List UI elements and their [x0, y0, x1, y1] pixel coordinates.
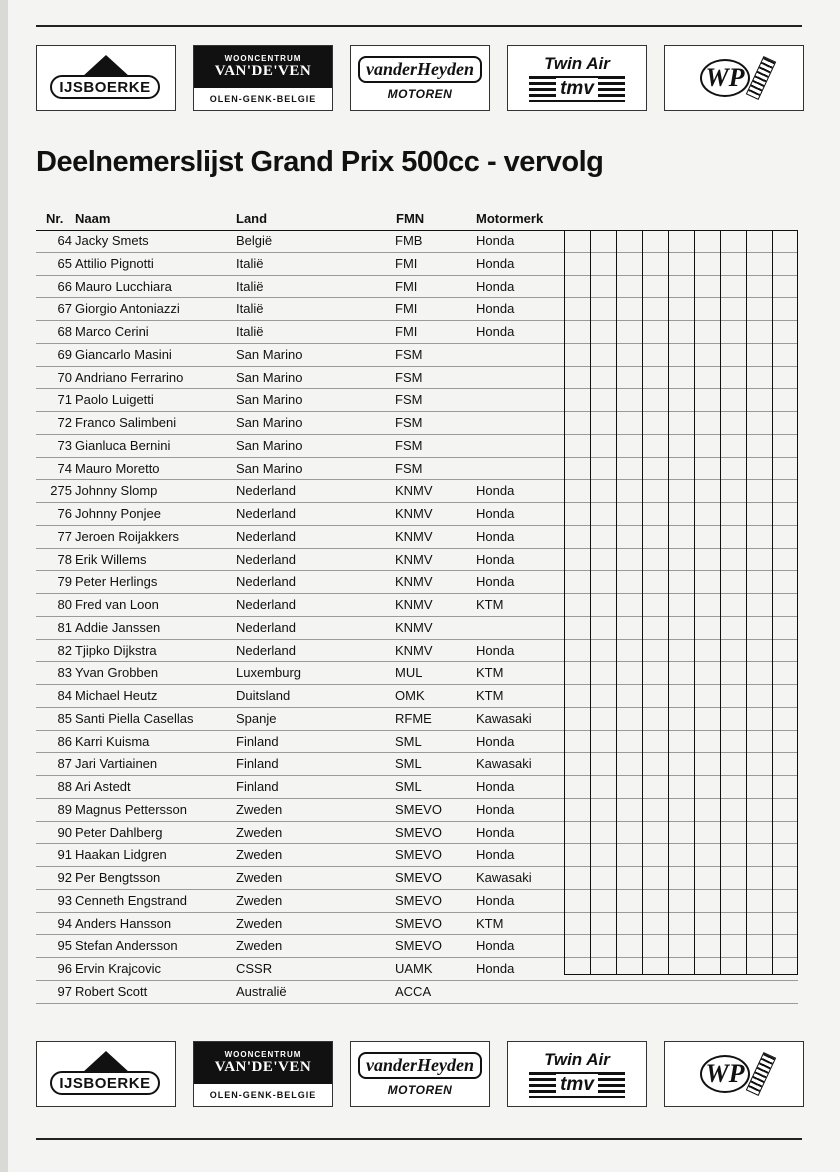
- rider-make: Kawasaki: [476, 756, 532, 772]
- rider-nr: 77: [57, 528, 72, 544]
- rider-country: Finland: [236, 756, 279, 772]
- wp-logo: [700, 1053, 768, 1095]
- rider-name: Ari Astedt: [75, 779, 131, 794]
- rider-fmn: FMI: [395, 324, 418, 339]
- rider-name: Johnny Ponjee: [75, 506, 162, 521]
- rider-fmn: SMEVO: [395, 892, 442, 908]
- wp-wordmark: WP: [700, 59, 750, 97]
- rider-nr: 86: [57, 733, 72, 749]
- rider-nr: 83: [57, 665, 72, 681]
- rider-nr: 74: [57, 460, 72, 476]
- rider-country: Italië: [236, 255, 264, 271]
- wooncentrum-label: WOONCENTRUM: [224, 54, 302, 63]
- rider-fmn: KNMV: [395, 483, 433, 499]
- page-title: Deelnemerslijst Grand Prix 500cc - vervolg: [36, 146, 604, 178]
- rider-country: San Marino: [236, 369, 303, 385]
- rider-country: Zweden: [236, 847, 283, 863]
- rider-nr: 90: [57, 824, 72, 840]
- rider-fmn: KNMV: [395, 597, 433, 612]
- rider-nr: 72: [57, 415, 72, 430]
- rider-fmn: UAMK: [395, 961, 433, 976]
- ijsboerke-wordmark: IJSBOERKE: [50, 75, 160, 99]
- rider-name: Paolo Luigetti: [75, 392, 154, 408]
- rider-fmn: SML: [395, 756, 422, 772]
- rider-country: San Marino: [236, 415, 303, 430]
- rider-fmn: SMEVO: [395, 824, 442, 840]
- rider-country: San Marino: [236, 346, 303, 362]
- wooncentrum-name: VAN'DE'VEN: [214, 1059, 312, 1075]
- rider-nr: 94: [57, 915, 72, 931]
- wp-logo: [700, 57, 768, 99]
- rider-nr: 81: [57, 619, 72, 635]
- rider-fmn: SML: [395, 779, 422, 794]
- rider-country: Zweden: [236, 801, 283, 817]
- rider-make: Honda: [476, 255, 515, 271]
- wooncentrum-logo: [194, 46, 332, 110]
- sponsor-vanderheyden: [350, 1041, 490, 1107]
- rider-country: Zweden: [236, 870, 283, 885]
- rider-country: Nederland: [236, 551, 296, 567]
- rider-fmn: KNMV: [395, 506, 433, 521]
- page-edge: [0, 0, 8, 1172]
- col-header-name: Naam: [75, 211, 111, 226]
- rider-country: Nederland: [236, 528, 296, 544]
- rider-fmn: FMI: [395, 255, 418, 271]
- rider-make: Honda: [476, 528, 515, 544]
- rider-fmn: SML: [395, 733, 422, 749]
- twinair-wordmark: Twin Air: [544, 54, 610, 73]
- rider-fmn: RFME: [395, 710, 432, 726]
- rider-country: CSSR: [236, 961, 273, 976]
- rider-name: Ervin Krajcovic: [75, 961, 161, 976]
- rider-make: Honda: [476, 506, 515, 521]
- rider-fmn: FMI: [395, 301, 418, 317]
- rider-fmn: SMEVO: [395, 847, 442, 863]
- rider-fmn: FSM: [395, 369, 423, 385]
- ijsboerke-logo: [50, 1051, 162, 1097]
- rider-fmn: SMEVO: [395, 801, 442, 817]
- rider-nr: 67: [57, 301, 72, 317]
- rider-nr: 73: [57, 437, 72, 453]
- rider-name: Anders Hansson: [75, 915, 172, 931]
- rider-fmn: FSM: [395, 392, 423, 408]
- sponsor-ijsboerke: [36, 1041, 176, 1107]
- wooncentrum-name: VAN'DE'VEN: [214, 63, 312, 79]
- rider-nr: 88: [57, 779, 72, 794]
- rider-fmn: FSM: [395, 460, 423, 476]
- rider-make: Honda: [476, 483, 515, 499]
- rider-nr: 89: [57, 801, 72, 817]
- rider-country: Nederland: [236, 597, 296, 612]
- rider-fmn: SMEVO: [395, 915, 442, 931]
- rider-country: Zweden: [236, 938, 283, 954]
- mountain-icon: [82, 55, 130, 77]
- col-header-merk: Motormerk: [476, 211, 544, 226]
- rider-make: Honda: [476, 733, 515, 749]
- sponsor-vanderheyden: [350, 45, 490, 111]
- vanderheyden-sub: MOTOREN: [387, 1082, 453, 1097]
- twinair-tmv: tmv: [556, 1074, 598, 1096]
- rider-make: Honda: [476, 938, 515, 954]
- rider-fmn: KNMV: [395, 551, 433, 567]
- rider-country: Finland: [236, 733, 279, 749]
- rider-name: Attilio Pignotti: [75, 255, 154, 271]
- rider-name: Stefan Andersson: [75, 938, 178, 954]
- rider-make: Kawasaki: [476, 710, 532, 726]
- rider-name: Andriano Ferrarino: [75, 369, 184, 385]
- rider-nr: 87: [57, 756, 72, 772]
- rider-make: Honda: [476, 779, 515, 794]
- rider-nr: 80: [57, 597, 72, 612]
- wooncentrum-locations: OLEN-GENK-BELGIE: [209, 94, 317, 104]
- rider-name: Karri Kuisma: [75, 733, 150, 749]
- rider-name: Peter Herlings: [75, 574, 158, 590]
- rider-nr: 93: [57, 892, 72, 908]
- sponsor-twinair: [507, 1041, 647, 1107]
- rider-fmn: KNMV: [395, 574, 433, 590]
- rider-fmn: FSM: [395, 437, 423, 453]
- twinair-logo: [522, 1050, 632, 1098]
- rider-nr: 68: [57, 324, 72, 339]
- rider-nr: 76: [57, 506, 72, 521]
- rider-name: Magnus Pettersson: [75, 801, 188, 817]
- sponsor-wp: [664, 1041, 804, 1107]
- rider-make: Honda: [476, 801, 515, 817]
- rider-country: Zweden: [236, 915, 283, 931]
- rider-nr: 65: [57, 255, 72, 271]
- wooncentrum-logo: [194, 1042, 332, 1106]
- rider-nr: 91: [57, 847, 72, 863]
- table-row: [36, 981, 798, 1004]
- rider-country: San Marino: [236, 460, 303, 476]
- vanderheyden-wordmark: vanderHeyden: [358, 56, 482, 83]
- rider-country: Nederland: [236, 574, 296, 590]
- rider-country: Luxemburg: [236, 665, 302, 681]
- rider-nr: 97: [57, 983, 72, 999]
- col-header-land: Land: [236, 211, 268, 226]
- vanderheyden-logo: [358, 1052, 482, 1097]
- rider-name: Jari Vartiainen: [75, 756, 158, 772]
- rider-make: Honda: [476, 233, 515, 248]
- twinair-wordmark: Twin Air: [544, 1050, 610, 1069]
- sponsor-wp: [664, 45, 804, 111]
- rider-name: Robert Scott: [75, 983, 148, 999]
- rider-make: Honda: [476, 574, 515, 590]
- rider-nr: 95: [57, 938, 72, 954]
- rider-make: Honda: [476, 278, 515, 294]
- result-grid: [564, 230, 798, 975]
- rider-name: Addie Janssen: [75, 619, 161, 635]
- rider-name: Fred van Loon: [75, 597, 159, 612]
- rider-country: San Marino: [236, 437, 303, 453]
- rider-name: Franco Salimbeni: [75, 415, 177, 430]
- rider-fmn: MUL: [395, 665, 423, 681]
- sponsor-row-bottom: [36, 1041, 804, 1109]
- rider-country: San Marino: [236, 392, 303, 408]
- rider-name: Cenneth Engstrand: [75, 892, 188, 908]
- rider-nr: 66: [57, 278, 72, 294]
- rider-name: Mauro Lucchiara: [75, 278, 172, 294]
- rider-nr: 71: [57, 392, 72, 408]
- mountain-icon: [82, 1051, 130, 1073]
- col-header-fmn: FMN: [396, 211, 425, 226]
- rider-make: KTM: [476, 665, 504, 681]
- rider-make: KTM: [476, 688, 504, 703]
- rider-name: Michael Heutz: [75, 688, 158, 703]
- rider-fmn: KNMV: [395, 642, 433, 658]
- rider-nr: 96: [57, 961, 72, 976]
- sponsor-wooncentrum: [193, 45, 333, 111]
- rider-make: KTM: [476, 597, 504, 612]
- ijsboerke-logo: [50, 55, 162, 101]
- rider-nr: 84: [57, 688, 72, 703]
- twinair-logo: [522, 54, 632, 102]
- rider-fmn: KNMV: [395, 619, 433, 635]
- bottom-rule: [36, 1138, 802, 1140]
- rider-name: Haakan Lidgren: [75, 847, 167, 863]
- rider-make: Honda: [476, 892, 515, 908]
- rider-make: Honda: [476, 301, 515, 317]
- top-rule: [36, 25, 802, 27]
- rider-country: Australië: [236, 983, 287, 999]
- twinair-tmv: tmv: [556, 78, 598, 100]
- rider-name: Marco Cerini: [75, 324, 149, 339]
- wooncentrum-locations: OLEN-GENK-BELGIE: [209, 1090, 317, 1100]
- rider-name: Jeroen Roijakkers: [75, 528, 180, 544]
- rider-country: Italië: [236, 278, 264, 294]
- rider-make: Honda: [476, 824, 515, 840]
- rider-make: Honda: [476, 324, 515, 339]
- rider-nr: 79: [57, 574, 72, 590]
- rider-make: Honda: [476, 847, 515, 863]
- ijsboerke-wordmark: IJSBOERKE: [50, 1071, 160, 1095]
- rider-country: Italië: [236, 301, 264, 317]
- rider-nr: 70: [57, 369, 72, 385]
- rider-name: Peter Dahlberg: [75, 824, 163, 840]
- rider-country: Nederland: [236, 483, 296, 499]
- rider-name: Yvan Grobben: [75, 665, 159, 681]
- rider-fmn: FMI: [395, 278, 418, 294]
- rider-nr: 275: [50, 483, 72, 499]
- rider-name: Johnny Slomp: [75, 483, 158, 499]
- rider-country: Nederland: [236, 642, 296, 658]
- rider-make: Honda: [476, 551, 515, 567]
- rider-fmn: ACCA: [395, 983, 432, 999]
- wooncentrum-label: WOONCENTRUM: [224, 1050, 302, 1059]
- vanderheyden-wordmark: vanderHeyden: [358, 1052, 482, 1079]
- rider-fmn: FSM: [395, 346, 423, 362]
- rider-nr: 82: [57, 642, 72, 658]
- rider-fmn: SMEVO: [395, 938, 442, 954]
- rider-fmn: OMK: [395, 688, 425, 703]
- vanderheyden-sub: MOTOREN: [387, 86, 453, 101]
- wp-wordmark: WP: [700, 1055, 750, 1093]
- rider-country: Duitsland: [236, 688, 291, 703]
- rider-country: Finland: [236, 779, 279, 794]
- rider-nr: 64: [57, 233, 72, 248]
- rider-country: Zweden: [236, 892, 283, 908]
- rider-nr: 85: [57, 710, 72, 726]
- rider-name: Giorgio Antoniazzi: [75, 301, 180, 317]
- rider-nr: 92: [57, 870, 72, 885]
- spring-icon: [746, 1052, 776, 1096]
- rider-fmn: SMEVO: [395, 870, 442, 885]
- col-header-nr: Nr.: [46, 211, 64, 226]
- rider-make: KTM: [476, 915, 504, 931]
- rider-country: Nederland: [236, 619, 296, 635]
- rider-name: Santi Piella Casellas: [75, 710, 194, 726]
- rider-fmn: FSM: [395, 415, 423, 430]
- rider-country: Italië: [236, 324, 264, 339]
- rider-fmn: FMB: [395, 233, 423, 248]
- rider-name: Per Bengtsson: [75, 870, 161, 885]
- rider-country: Spanje: [236, 710, 277, 726]
- rider-name: Giancarlo Masini: [75, 346, 172, 362]
- rider-make: Honda: [476, 642, 515, 658]
- rider-name: Tjipko Dijkstra: [75, 642, 157, 658]
- sponsor-wooncentrum: [193, 1041, 333, 1107]
- rider-make: Kawasaki: [476, 870, 532, 885]
- sponsor-twinair: [507, 45, 647, 111]
- rider-name: Erik Willems: [75, 551, 147, 567]
- vanderheyden-logo: [358, 56, 482, 101]
- rider-country: België: [236, 233, 273, 248]
- rider-name: Jacky Smets: [75, 233, 149, 248]
- rider-name: Gianluca Bernini: [75, 437, 171, 453]
- rider-nr: 78: [57, 551, 72, 567]
- rider-country: Zweden: [236, 824, 283, 840]
- rider-make: Honda: [476, 961, 515, 976]
- sponsor-row-top: [36, 45, 804, 113]
- rider-country: Nederland: [236, 506, 296, 521]
- rider-name: Mauro Moretto: [75, 460, 160, 476]
- rider-nr: 69: [57, 346, 72, 362]
- spring-icon: [746, 56, 776, 100]
- rider-fmn: KNMV: [395, 528, 433, 544]
- sponsor-ijsboerke: [36, 45, 176, 111]
